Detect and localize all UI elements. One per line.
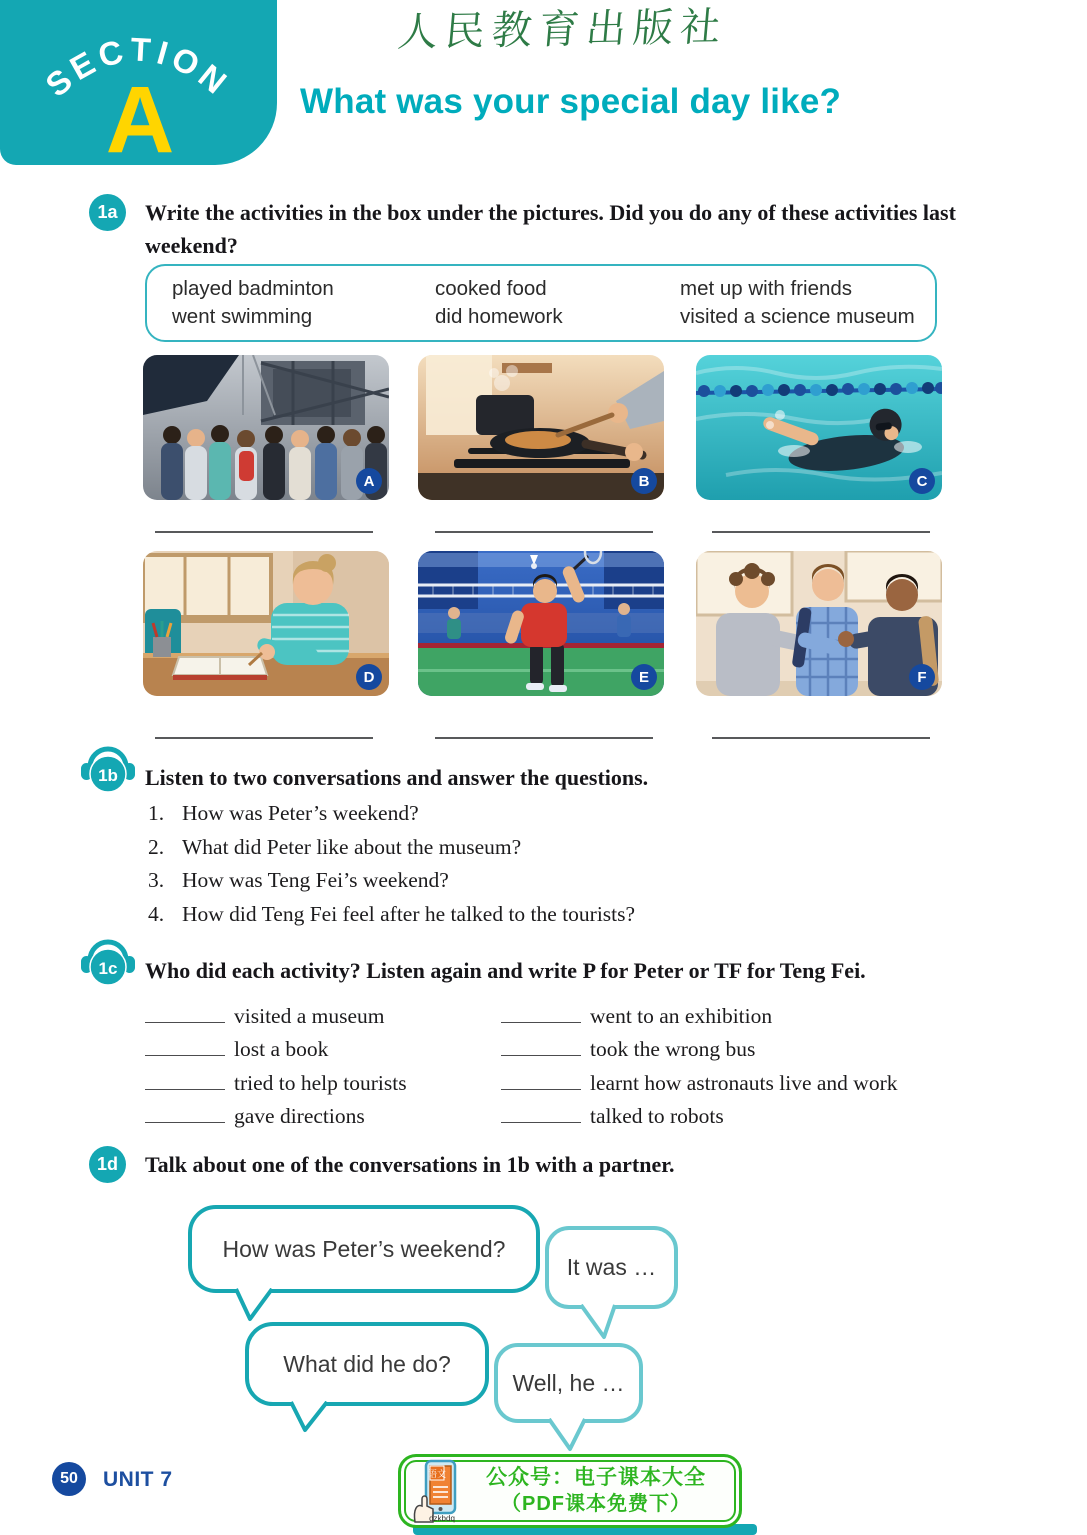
answer-blank[interactable] xyxy=(712,737,930,739)
photo-badminton-art xyxy=(418,551,664,696)
activity-label: visited a museum xyxy=(234,1003,385,1028)
hand-holding-tablet-icon xyxy=(411,1459,461,1523)
section-banner-art xyxy=(0,0,277,165)
task-1a-instruction: Write the activities in the box under the pictures. Did you do any of these activities last weekend? xyxy=(145,200,956,258)
word-box-item: visited a science museum xyxy=(680,305,915,328)
question-text: How was Peter’s weekend? xyxy=(182,801,419,826)
activity-label: gave directions xyxy=(234,1104,365,1129)
word-box-column xyxy=(435,275,563,331)
word-box-column xyxy=(680,275,915,331)
section-banner xyxy=(0,0,277,165)
question-text: How was Teng Fei’s weekend? xyxy=(182,868,449,893)
activity-word-box xyxy=(145,264,937,342)
speech-bubble-question-2: What did he do? xyxy=(245,1322,489,1406)
task-1c-instruction: Who did each activity? Listen again and write P for Peter or TF for Teng Fei. xyxy=(145,958,866,983)
page-title: What was your special day like? xyxy=(300,82,842,121)
answer-blank[interactable] xyxy=(501,1102,581,1123)
photo-swimming-art xyxy=(696,355,942,500)
word-box-item: met up with friends xyxy=(680,277,853,300)
speech-bubble-question-1: How was Peter’s weekend? xyxy=(188,1205,540,1293)
photo-cooking xyxy=(418,355,664,500)
question-number: 4. xyxy=(148,901,165,926)
photo-letter-badge: B xyxy=(631,468,657,494)
photo-science-museum-art xyxy=(143,355,389,500)
question-item xyxy=(148,898,635,932)
watermark-line-2: （PDF课本免费下） xyxy=(501,1492,691,1515)
answer-blank[interactable] xyxy=(712,531,930,533)
activity-label: went to an exhibition xyxy=(590,1003,773,1028)
activity-match-row xyxy=(145,996,975,1030)
answer-blank[interactable] xyxy=(145,1069,225,1090)
watermark-badge xyxy=(398,1454,742,1528)
answer-blank[interactable] xyxy=(435,737,653,739)
section-label: SECTION xyxy=(38,30,238,104)
task-1d-instruction: Talk about one of the conversations in 1b with a partner. xyxy=(145,1152,675,1177)
activity-match-row xyxy=(145,1097,975,1131)
activity-label: tried to help tourists xyxy=(234,1070,407,1095)
photo-swimming xyxy=(696,355,942,500)
speech-bubble-tail xyxy=(578,1304,620,1342)
question-text: How did Teng Fei feel after he talked to the tourists? xyxy=(182,901,636,926)
photo-friends xyxy=(696,551,942,696)
answer-blank[interactable] xyxy=(435,531,653,533)
word-box-item: did homework xyxy=(435,305,563,328)
activity-label: took the wrong bus xyxy=(590,1037,756,1062)
speech-bubble-tail xyxy=(288,1401,332,1435)
task-1b-badge xyxy=(79,745,137,795)
question-number: 3. xyxy=(148,868,165,893)
word-box-item: went swimming xyxy=(172,305,313,328)
task-1b-instruction: Listen to two conversations and answer the questions. xyxy=(145,765,649,790)
photo-badminton xyxy=(418,551,664,696)
question-item xyxy=(148,831,635,865)
svg-text:dzkbdq: dzkbdq xyxy=(429,1514,455,1523)
answer-blank[interactable] xyxy=(501,1069,581,1090)
activity-match-row xyxy=(145,1030,975,1064)
speech-bubble-tail xyxy=(233,1288,277,1324)
answer-blank[interactable] xyxy=(145,1102,225,1123)
question-number: 1. xyxy=(148,801,165,826)
word-box-item: played badminton xyxy=(172,277,334,300)
speech-bubble-answer-2: Well, he … xyxy=(494,1343,643,1423)
photo-letter-badge: E xyxy=(631,664,657,690)
question-item xyxy=(148,797,635,831)
photo-cooking-art xyxy=(418,355,664,500)
question-list xyxy=(148,797,635,931)
photo-science-museum xyxy=(143,355,389,500)
svg-text:语文: 语文 xyxy=(427,1469,447,1479)
task-1d-badge: 1d xyxy=(89,1146,126,1183)
activity-match-list xyxy=(145,996,975,1130)
photo-homework-art xyxy=(143,551,389,696)
watermark-text xyxy=(461,1465,731,1516)
word-box-item: cooked food xyxy=(435,277,547,300)
watermark-line-1: 公众号：电子课本大全 xyxy=(486,1466,706,1490)
question-text: What did Peter like about the museum? xyxy=(182,834,522,859)
task-1a-badge: 1a xyxy=(89,194,126,231)
speech-bubble-tail xyxy=(545,1418,589,1454)
question-item xyxy=(148,864,635,898)
activity-label: learnt how astronauts live and work xyxy=(590,1070,898,1095)
answer-blank[interactable] xyxy=(145,1035,225,1056)
speech-bubble-answer-1: It was … xyxy=(545,1226,678,1309)
unit-label: UNIT 7 xyxy=(103,1468,173,1491)
photo-letter-badge: D xyxy=(356,664,382,690)
word-box-column xyxy=(172,275,334,331)
activity-match-row xyxy=(145,1063,975,1097)
photo-friends-art xyxy=(696,551,942,696)
svg-text:1b: 1b xyxy=(98,766,118,785)
answer-blank[interactable] xyxy=(155,531,373,533)
answer-blank[interactable] xyxy=(155,737,373,739)
section-letter: A xyxy=(105,67,175,165)
answer-blank[interactable] xyxy=(145,1002,225,1023)
answer-blank[interactable] xyxy=(501,1002,581,1023)
activity-label: talked to robots xyxy=(590,1104,724,1129)
photo-letter-badge: C xyxy=(909,468,935,494)
page-number-badge: 50 xyxy=(52,1462,86,1496)
task-1c-badge xyxy=(79,938,137,988)
publisher-logo: 人民教育出版社 xyxy=(395,4,730,55)
activity-label: lost a book xyxy=(234,1037,329,1062)
photo-letter-badge: F xyxy=(909,664,935,690)
answer-blank[interactable] xyxy=(501,1035,581,1056)
svg-text:1c: 1c xyxy=(98,959,118,978)
question-number: 2. xyxy=(148,834,165,859)
photo-homework xyxy=(143,551,389,696)
photo-letter-badge: A xyxy=(356,468,382,494)
